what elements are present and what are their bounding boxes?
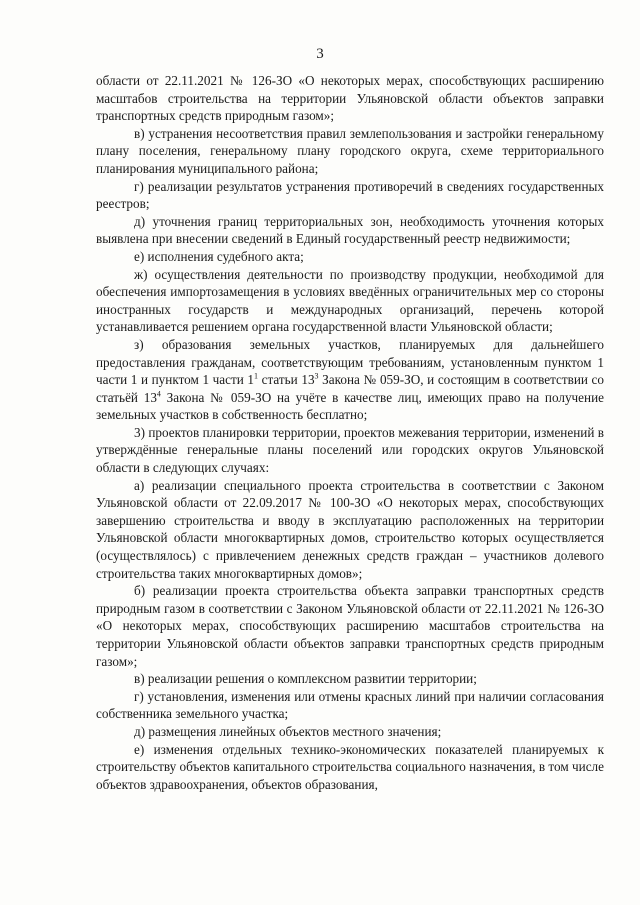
paragraph <box>96 72 604 125</box>
paragraph-text: д) уточнения границ территориальных зон, необходимость уточнения которых выявлена при внесении сведений в Единый государственный реестр недвижимости; <box>96 213 604 247</box>
paragraph <box>96 213 604 248</box>
paragraph-text: области от 22.11.2021 № 126-ЗО «О некоторых мерах, способствующих расширению масштабов строительства на территории Ульяновской области объектов заправки транспортных средств природным газом»; <box>96 73 604 124</box>
paragraph-text: д) размещения линейных объектов местного значения; <box>134 723 442 739</box>
paragraph <box>96 266 604 336</box>
paragraph <box>96 688 604 723</box>
paragraph <box>96 723 604 741</box>
paragraph <box>96 477 604 583</box>
superscript: 1 <box>254 371 259 381</box>
paragraph-text: ж) осуществления деятельности по производству продукции, необходимой для обеспечения импортозамещения в условиях введённых ограничительных мер со стороны иностранных государств и международных организаций, перечень которой устанавливается решением органа государственной власти Ульяновской области; <box>96 266 604 335</box>
paragraph <box>96 582 604 670</box>
superscript: 4 <box>156 389 161 399</box>
paragraph <box>96 125 604 178</box>
paragraph-text: Закона № 059-ЗО, и состоящим в соответствии со статьёй 13 <box>96 372 605 405</box>
document-body <box>96 72 604 793</box>
paragraph <box>96 178 604 213</box>
paragraph-text: а) реализации специального проекта строительства в соответствии с Законом Ульяновской области от 22.09.2017 № 100-ЗО «О некоторых мерах, способствующих завершению строительства и вводу в эксплуатацию расположенных на территории Ульяновской области многоквартирных домов, строительство которых осуществляется (осуществлялось) с привлечением денежных средств граждан – участников долевого строительства таких многоквартирных домов»; <box>96 477 604 581</box>
paragraph-text: з) образования земельных участков, планируемых для дальнейшего предоставления гражданам, соответствующим требованиям, установленным пунктом 1 части 1 и пунктом 1 части 1 <box>96 336 604 388</box>
paragraph <box>96 424 604 477</box>
paragraph-text: г) установления, изменения или отмены красных линий при наличии согласования собственника земельного участка; <box>96 688 604 722</box>
paragraph-text: б) реализации проекта строительства объекта заправки транспортных средств природным газом в соответствии с Законом Ульяновской области от 22.11.2021 № 126-ЗО «О некоторых мерах, способствующих расширению масштабов строительства на территории Ульяновской области объектов заправки транспортных средств природным газом»; <box>96 583 604 669</box>
paragraph-text: статьи 13 <box>258 372 315 388</box>
paragraph <box>96 336 604 424</box>
paragraph-text: е) исполнения судебного акта; <box>134 248 304 264</box>
paragraph-text: в) реализации решения о комплексном развитии территории; <box>134 671 477 687</box>
paragraph-text: 3) проектов планировки территории, проектов межевания территории, изменений в утверждённые генеральные планы поселений или городских округов Ульяновской области в следующих случаях: <box>96 424 604 476</box>
paragraph <box>96 741 604 794</box>
paragraph-text: в) устранения несоответствия правил землепользования и застройки генеральному плану поселения, генеральному плану городского округа, схеме территориального планирования муниципального района; <box>96 125 604 176</box>
paragraph-text: е) изменения отдельных технико-экономических показателей планируемых к строительству объектов капитального строительства социального назначения, в том числе объектов здравоохранения, объектов образования, <box>96 741 604 792</box>
paragraph <box>96 248 604 266</box>
paragraph-text: Закона № 059-ЗО на учёте в качестве лиц, имеющих право на получение земельных участков в собственность бесплатно; <box>96 389 604 423</box>
superscript: 3 <box>314 371 319 381</box>
page-number: 3 <box>316 46 324 62</box>
paragraph <box>96 670 604 688</box>
paragraph-text: г) реализации результатов устранения противоречий в сведениях государственных реестров; <box>96 178 604 212</box>
